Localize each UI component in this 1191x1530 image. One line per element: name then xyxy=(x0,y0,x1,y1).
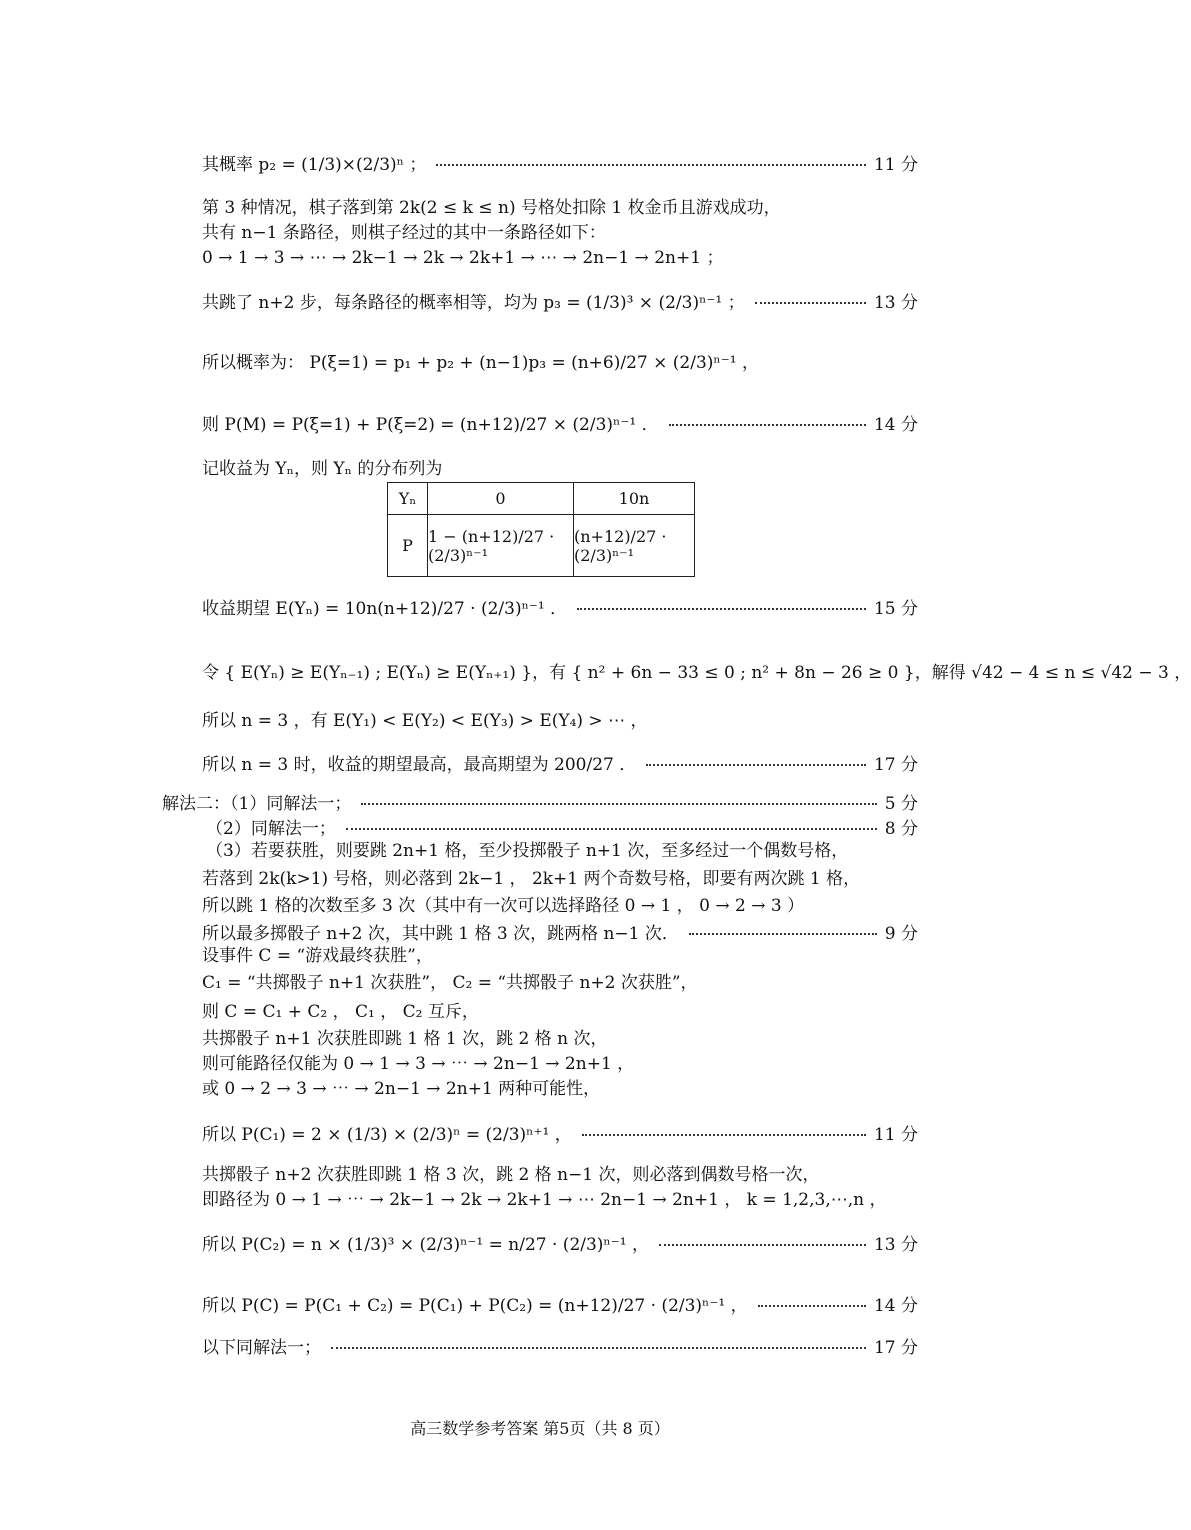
line-text: 所以 n = 3 时，收益的期望最高，最高期望为 200/27 ． xyxy=(202,754,637,775)
score-label: 14 分 xyxy=(873,414,918,435)
line-max-expectation xyxy=(202,747,918,777)
score-label: 11 分 xyxy=(873,1124,918,1145)
score-label: 13 分 xyxy=(873,1234,918,1255)
dot-leader xyxy=(669,424,866,426)
table-row-label-p: P xyxy=(388,515,428,576)
distribution-table xyxy=(387,482,695,577)
line-pc2 xyxy=(202,1227,918,1257)
score-label: 17 分 xyxy=(873,754,918,775)
page-footer: 高三数学参考答案 第5页（共 8 页） xyxy=(410,1419,670,1438)
line-path-k: 即路径为 0 → 1 → ⋯ → 2k−1 → 2k → 2k+1 → ⋯ 2n−1 → 2n+1 ， k = 1,2,3,⋯,n ， xyxy=(202,1190,887,1210)
dot-leader xyxy=(577,608,866,610)
line-method2-2 xyxy=(206,811,918,841)
line-text: 共跳了 n+2 步，每条路径的概率相等，均为 p₃ = (1/3)³ × (2/3)ⁿ⁻¹ ； xyxy=(202,292,745,313)
dot-leader xyxy=(758,1305,866,1307)
line-path: 0 → 1 → 3 → ⋯ → 2k−1 → 2k → 2k+1 → ⋯ → 2n−1 → 2n+1 ； xyxy=(202,248,724,268)
line-path-a: 则可能路径仅能为 0 → 1 → 3 → ⋯ → 2n−1 → 2n+1 ， xyxy=(202,1054,635,1074)
score-label: 5 分 xyxy=(884,793,918,814)
line-text: 解法二：（1）同解法一； xyxy=(162,793,352,814)
dot-leader xyxy=(346,828,877,830)
line-text: 其概率 p₂ = (1/3)×(2/3)ⁿ ； xyxy=(202,154,427,175)
table-header-0: 0 xyxy=(428,483,574,515)
dot-leader xyxy=(646,764,866,766)
line-text: 所以最多掷骰子 n+2 次，其中跳 1 格 3 次，跳两格 n−1 次． xyxy=(202,923,679,944)
line-pm xyxy=(202,407,918,437)
line-exclusive: 则 C = C₁ + C₂ ， C₁ ， C₂ 互斥， xyxy=(202,1002,479,1022)
score-label: 8 分 xyxy=(884,818,918,839)
line-pc1 xyxy=(202,1117,918,1147)
line-fall-2k: 若落到 2k(k>1) 号格，则必落到 2k−1 ， 2k+1 两个奇数号格，即要有两次跳 1 格， xyxy=(202,869,861,889)
line-same-as-method1 xyxy=(202,1330,918,1360)
dot-leader xyxy=(331,1347,866,1349)
table-header-10n: 10n xyxy=(574,483,694,515)
line-path-b: 或 0 → 2 → 3 → ⋯ → 2n−1 → 2n+1 两种可能性， xyxy=(202,1079,601,1099)
dot-leader xyxy=(659,1244,866,1246)
dot-leader xyxy=(755,302,866,304)
line-event-c: 设事件 C = “游戏最终获胜”， xyxy=(202,946,433,966)
table-cell-p10n: (n+12)/27 · (2/3)ⁿ⁻¹ xyxy=(574,526,667,565)
dot-leader xyxy=(582,1134,866,1136)
line-text: 所以 P(C₂) = n × (1/3)³ × (2/3)ⁿ⁻¹ = n/27 · (2/3)ⁿ⁻¹ ， xyxy=(202,1234,649,1255)
line-text: 收益期望 E(Yₙ) = 10n(n+12)/27 · (2/3)ⁿ⁻¹ ． xyxy=(202,598,568,619)
line-prob-xi1: 所以概率为： P(ξ=1) = p₁ + p₂ + (n−1)p₃ = (n+6)/27 × (2/3)ⁿ⁻¹ ， xyxy=(202,353,759,373)
line-inequality: 令 { E(Yₙ) ≥ E(Yₙ₋₁) ; E(Yₙ) ≥ E(Yₙ₊₁) }，有 { n² + 6n − 33 ≤ 0 ; n² + 8n − 26 ≥ 0 }，解得 √42 − 4 ≤ n ≤ √42 − 3 ， xyxy=(202,663,1191,683)
dot-leader xyxy=(689,933,877,935)
line-n3-compare: 所以 n = 3 ，有 E(Y₁) < E(Y₂) < E(Y₃) > E(Y₄) > ⋯ ， xyxy=(202,711,648,731)
score-label: 11 分 xyxy=(873,154,918,175)
score-label: 14 分 xyxy=(873,1295,918,1316)
line-pc xyxy=(202,1288,918,1318)
line-n2-win: 共掷骰子 n+2 次获胜即跳 1 格 3 次，跳 2 格 n−1 次，则必落到偶数号格一次， xyxy=(202,1165,820,1185)
line-yn-dist: 记收益为 Yₙ，则 Yₙ 的分布列为 xyxy=(202,459,443,479)
score-label: 15 分 xyxy=(873,598,918,619)
line-text: （2）同解法一； xyxy=(206,818,336,839)
line-jump1-max: 所以跳 1 格的次数至多 3 次（其中有一次可以选择路径 0 → 1 ， 0 → 2 → 3 ） xyxy=(202,896,805,916)
line-c1-c2: C₁ = “共掷骰子 n+1 次获胜”， C₂ = “共掷骰子 n+2 次获胜”， xyxy=(202,973,698,993)
table-cell-p0: 1 − (n+12)/27 · (2/3)ⁿ⁻¹ xyxy=(428,515,574,576)
line-n1-win: 共掷骰子 n+1 次获胜即跳 1 格 1 次，跳 2 格 n 次， xyxy=(202,1029,608,1049)
line-case3: 第 3 种情况，棋子落到第 2k(2 ≤ k ≤ n) 号格处扣除 1 枚金币且游戏成功， xyxy=(202,198,781,218)
line-p2 xyxy=(202,147,918,177)
dot-leader xyxy=(361,803,876,805)
line-method2-3: （3）若要获胜，则要跳 2n+1 格，至少投掷骰子 n+1 次，至多经过一个偶数号格， xyxy=(206,841,849,861)
line-paths-count: 共有 n−1 条路径，则棋子经过的其中一条路径如下： xyxy=(202,223,606,243)
line-text: 所以 P(C₁) = 2 × (1/3) × (2/3)ⁿ = (2/3)ⁿ⁺¹ ， xyxy=(202,1124,572,1145)
score-label: 17 分 xyxy=(873,1337,918,1358)
line-expectation xyxy=(202,591,918,621)
line-max-rolls xyxy=(202,916,918,946)
dot-leader xyxy=(436,164,866,166)
score-label: 9 分 xyxy=(884,923,918,944)
line-text: 所以 P(C) = P(C₁ + C₂) = P(C₁) + P(C₂) = (n+12)/27 · (2/3)ⁿ⁻¹ ， xyxy=(202,1295,748,1316)
line-p3 xyxy=(202,285,918,315)
table-header-yn: Yₙ xyxy=(388,483,428,515)
score-label: 13 分 xyxy=(873,292,918,313)
line-text: 则 P(M) = P(ξ=1) + P(ξ=2) = (n+12)/27 × (2/3)ⁿ⁻¹ ． xyxy=(202,414,659,435)
line-text: 以下同解法一； xyxy=(202,1337,321,1358)
